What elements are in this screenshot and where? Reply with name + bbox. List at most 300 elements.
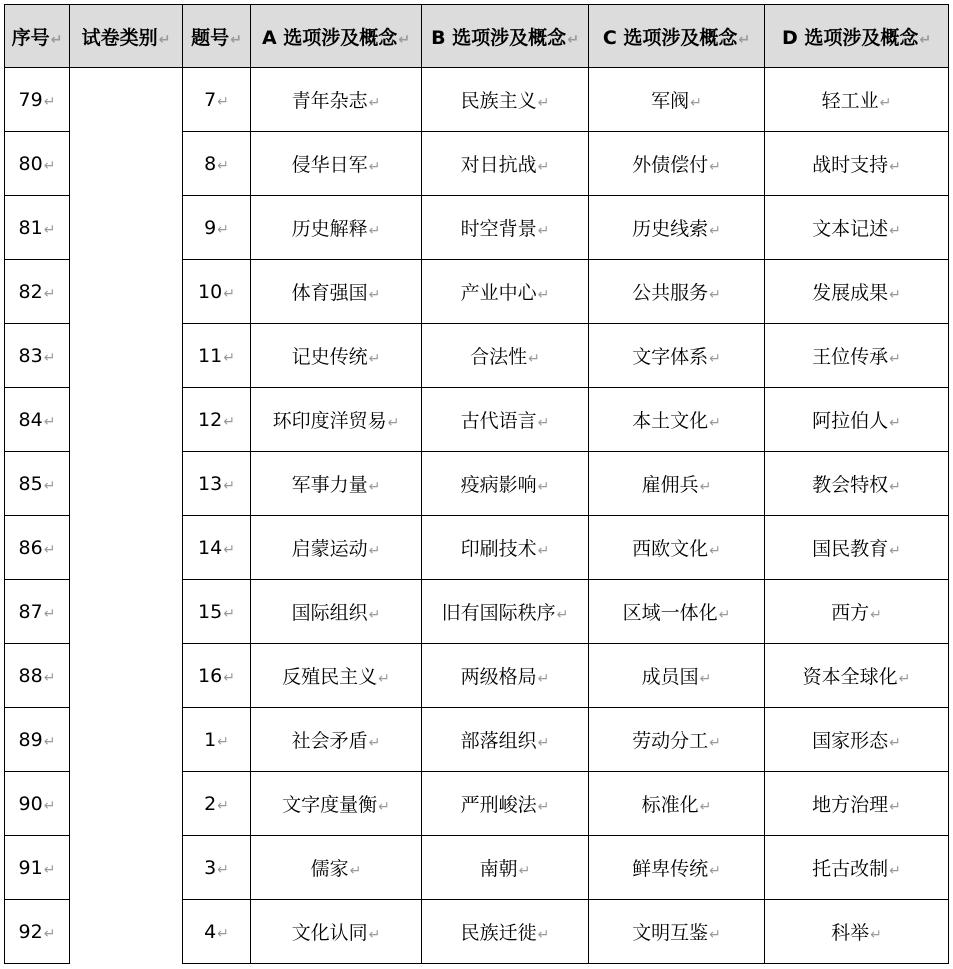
cell-text: 科举 xyxy=(831,922,870,944)
header-cell xyxy=(251,5,422,68)
paragraph-mark-icon: ↵ xyxy=(387,415,400,431)
paragraph-mark-icon: ↵ xyxy=(889,863,901,879)
paragraph-mark-icon: ↵ xyxy=(223,541,235,558)
paragraph-mark-icon: ↵ xyxy=(537,287,550,303)
paragraph-mark-icon: ↵ xyxy=(217,157,229,174)
cell-text: B 选项涉及概念 xyxy=(431,26,567,49)
option-b-cell xyxy=(422,772,589,836)
cell-text: 历史线索 xyxy=(632,218,709,240)
seq-cell xyxy=(5,388,70,452)
question-number-cell xyxy=(183,132,251,196)
paragraph-mark-icon: ↵ xyxy=(398,31,411,48)
cell-text: 西欧文化 xyxy=(632,538,709,560)
cell-text: 84 xyxy=(18,408,43,431)
header-cell xyxy=(5,5,70,68)
cell-text: 合法性 xyxy=(470,346,528,368)
category-cell xyxy=(70,260,183,324)
option-b-cell xyxy=(422,68,589,132)
category-cell xyxy=(70,516,183,580)
paragraph-mark-icon: ↵ xyxy=(567,31,579,48)
cell-text: 成员国 xyxy=(641,666,699,688)
table-row xyxy=(5,68,949,132)
question-number-cell xyxy=(183,644,251,708)
option-c-cell xyxy=(589,580,765,644)
option-d-cell xyxy=(765,196,949,260)
option-a-cell xyxy=(251,324,422,388)
paragraph-mark-icon: ↵ xyxy=(43,221,56,238)
question-number-cell xyxy=(183,452,251,516)
paragraph-mark-icon: ↵ xyxy=(699,671,712,687)
seq-cell xyxy=(5,644,70,708)
header-row xyxy=(5,5,949,68)
paragraph-mark-icon: ↵ xyxy=(43,605,56,622)
cell-text: 反殖民主义 xyxy=(282,666,378,688)
cell-text: 民族迁徙 xyxy=(460,922,537,944)
table-row xyxy=(5,708,949,772)
question-number-cell xyxy=(183,772,251,836)
paragraph-mark-icon: ↵ xyxy=(368,351,381,367)
paragraph-mark-icon: ↵ xyxy=(217,733,229,750)
paragraph-mark-icon: ↵ xyxy=(368,479,381,495)
seq-cell xyxy=(5,772,70,836)
table-row xyxy=(5,452,949,516)
paragraph-mark-icon: ↵ xyxy=(898,671,911,687)
cell-text: 15 xyxy=(198,600,223,623)
paragraph-mark-icon: ↵ xyxy=(919,31,932,48)
option-c-cell xyxy=(589,68,765,132)
category-cell xyxy=(70,68,183,132)
paragraph-mark-icon: ↵ xyxy=(43,349,56,366)
option-d-cell xyxy=(765,388,949,452)
table-row xyxy=(5,132,949,196)
cell-text: 85 xyxy=(18,472,43,495)
paragraph-mark-icon: ↵ xyxy=(217,797,229,814)
option-c-cell xyxy=(589,452,765,516)
paragraph-mark-icon: ↵ xyxy=(368,735,381,751)
option-a-cell xyxy=(251,708,422,772)
option-a-cell xyxy=(251,516,422,580)
seq-cell xyxy=(5,324,70,388)
paragraph-mark-icon: ↵ xyxy=(528,351,540,367)
option-c-cell xyxy=(589,900,765,964)
cell-text: 89 xyxy=(18,728,43,751)
cell-text: 82 xyxy=(18,280,43,303)
option-c-cell xyxy=(589,772,765,836)
paragraph-mark-icon: ↵ xyxy=(709,287,721,303)
question-number-cell xyxy=(183,324,251,388)
cell-text: 启蒙运动 xyxy=(291,538,368,560)
header-cell xyxy=(183,5,251,68)
paragraph-mark-icon: ↵ xyxy=(537,543,550,559)
cell-text: 旧有国际秩序 xyxy=(441,602,556,624)
option-a-cell xyxy=(251,196,422,260)
cell-text: 文明互鉴 xyxy=(632,922,709,944)
paragraph-mark-icon: ↵ xyxy=(537,95,550,111)
paragraph-mark-icon: ↵ xyxy=(349,863,362,879)
cell-text: 标准化 xyxy=(641,794,699,816)
paragraph-mark-icon: ↵ xyxy=(889,223,901,239)
cell-text: 国际组织 xyxy=(291,602,368,624)
header-cell xyxy=(589,5,765,68)
header-cell xyxy=(422,5,589,68)
table-row xyxy=(5,900,949,964)
paragraph-mark-icon: ↵ xyxy=(889,287,901,303)
cell-text: 对日抗战 xyxy=(460,154,537,176)
option-b-cell xyxy=(422,516,589,580)
cell-text: 严刑峻法 xyxy=(460,794,537,816)
paragraph-mark-icon: ↵ xyxy=(889,415,901,431)
option-b-cell xyxy=(422,388,589,452)
paragraph-mark-icon: ↵ xyxy=(556,607,569,623)
option-c-cell xyxy=(589,708,765,772)
table-row xyxy=(5,516,949,580)
paragraph-mark-icon: ↵ xyxy=(368,95,381,111)
cell-text: 83 xyxy=(18,344,43,367)
cell-text: 环印度洋贸易 xyxy=(272,410,387,432)
category-cell xyxy=(70,132,183,196)
seq-cell xyxy=(5,708,70,772)
option-d-cell xyxy=(765,132,949,196)
paragraph-mark-icon: ↵ xyxy=(43,477,56,494)
paragraph-mark-icon: ↵ xyxy=(537,415,550,431)
paragraph-mark-icon: ↵ xyxy=(43,541,56,558)
cell-text: 91 xyxy=(18,856,43,879)
question-number-cell xyxy=(183,836,251,900)
paragraph-mark-icon: ↵ xyxy=(158,31,171,48)
option-d-cell xyxy=(765,708,949,772)
option-c-cell xyxy=(589,132,765,196)
option-d-cell xyxy=(765,260,949,324)
cell-text: 王位传承 xyxy=(812,346,889,368)
paragraph-mark-icon: ↵ xyxy=(738,31,751,48)
paragraph-mark-icon: ↵ xyxy=(889,159,901,175)
paragraph-mark-icon: ↵ xyxy=(709,735,721,751)
option-b-cell xyxy=(422,196,589,260)
table-row xyxy=(5,580,949,644)
paragraph-mark-icon: ↵ xyxy=(43,861,56,878)
paragraph-mark-icon: ↵ xyxy=(709,351,721,367)
paragraph-mark-icon: ↵ xyxy=(889,735,901,751)
category-cell xyxy=(70,772,183,836)
paragraph-mark-icon: ↵ xyxy=(699,799,712,815)
seq-cell xyxy=(5,260,70,324)
cell-text: 部落组织 xyxy=(460,730,537,752)
option-d-cell xyxy=(765,324,949,388)
paragraph-mark-icon: ↵ xyxy=(223,285,235,302)
option-c-cell xyxy=(589,388,765,452)
option-c-cell xyxy=(589,324,765,388)
header-cell xyxy=(70,5,183,68)
cell-text: 资本全球化 xyxy=(802,666,898,688)
option-a-cell xyxy=(251,388,422,452)
option-b-cell xyxy=(422,580,589,644)
seq-cell xyxy=(5,516,70,580)
category-cell xyxy=(70,708,183,772)
paragraph-mark-icon: ↵ xyxy=(889,543,901,559)
paragraph-mark-icon: ↵ xyxy=(217,221,229,238)
cell-text: 88 xyxy=(18,664,43,687)
cell-text: 序号 xyxy=(11,26,50,49)
cell-text: 外债偿付 xyxy=(632,154,709,176)
option-d-cell xyxy=(765,452,949,516)
cell-text: 印刷技术 xyxy=(460,538,537,560)
table-row xyxy=(5,324,949,388)
cell-text: 军阀 xyxy=(651,90,690,112)
category-cell xyxy=(70,580,183,644)
cell-text: 产业中心 xyxy=(460,282,537,304)
option-d-cell xyxy=(765,580,949,644)
cell-text: 劳动分工 xyxy=(632,730,709,752)
option-a-cell xyxy=(251,580,422,644)
paragraph-mark-icon: ↵ xyxy=(223,605,235,622)
option-c-cell xyxy=(589,836,765,900)
paragraph-mark-icon: ↵ xyxy=(230,31,242,48)
paragraph-mark-icon: ↵ xyxy=(537,927,550,943)
option-a-cell xyxy=(251,900,422,964)
option-c-cell xyxy=(589,644,765,708)
cell-text: 侵华日军 xyxy=(291,154,368,176)
question-number-cell xyxy=(183,516,251,580)
cell-text: 文本记述 xyxy=(812,218,889,240)
seq-cell xyxy=(5,836,70,900)
cell-text: 区域一体化 xyxy=(622,602,718,624)
question-number-cell xyxy=(183,196,251,260)
paragraph-mark-icon: ↵ xyxy=(709,159,721,175)
question-number-cell xyxy=(183,580,251,644)
cell-text: 87 xyxy=(18,600,43,623)
cell-text: 试卷类别 xyxy=(81,26,158,49)
option-b-cell xyxy=(422,132,589,196)
cell-text: 9 xyxy=(204,216,217,239)
cell-text: 雇佣兵 xyxy=(641,474,699,496)
seq-cell xyxy=(5,900,70,964)
category-cell xyxy=(70,900,183,964)
option-d-cell xyxy=(765,68,949,132)
cell-text: 托古改制 xyxy=(812,858,889,880)
paragraph-mark-icon: ↵ xyxy=(43,93,56,110)
cell-text: 8 xyxy=(204,152,217,175)
cell-text: 国家形态 xyxy=(812,730,889,752)
seq-cell xyxy=(5,452,70,516)
cell-text: 战时支持 xyxy=(812,154,889,176)
paragraph-mark-icon: ↵ xyxy=(709,863,721,879)
cell-text: 阿拉伯人 xyxy=(812,410,889,432)
paragraph-mark-icon: ↵ xyxy=(518,863,531,879)
cell-text: 12 xyxy=(198,408,223,431)
category-cell xyxy=(70,644,183,708)
cell-text: 文字度量衡 xyxy=(282,794,378,816)
option-b-cell xyxy=(422,324,589,388)
option-a-cell xyxy=(251,836,422,900)
paragraph-mark-icon: ↵ xyxy=(223,477,235,494)
paragraph-mark-icon: ↵ xyxy=(879,95,892,111)
paragraph-mark-icon: ↵ xyxy=(870,607,882,623)
option-a-cell xyxy=(251,260,422,324)
cell-text: 86 xyxy=(18,536,43,559)
cell-text: 81 xyxy=(18,216,43,239)
cell-text: 疫病影响 xyxy=(460,474,537,496)
question-number-cell xyxy=(183,708,251,772)
option-b-cell xyxy=(422,900,589,964)
table-row xyxy=(5,644,949,708)
cell-text: 鲜卑传统 xyxy=(632,858,709,880)
cell-text: 文字体系 xyxy=(632,346,709,368)
cell-text: 地方治理 xyxy=(812,794,889,816)
cell-text: 2 xyxy=(204,792,217,815)
option-d-cell xyxy=(765,772,949,836)
paragraph-mark-icon: ↵ xyxy=(889,479,901,495)
concept-table xyxy=(4,4,949,964)
cell-text: 青年杂志 xyxy=(291,90,368,112)
option-b-cell xyxy=(422,260,589,324)
question-number-cell xyxy=(183,900,251,964)
cell-text: 4 xyxy=(204,920,217,943)
cell-text: 7 xyxy=(204,88,217,111)
option-c-cell xyxy=(589,196,765,260)
cell-text: 古代语言 xyxy=(460,410,537,432)
cell-text: 军事力量 xyxy=(291,474,368,496)
paragraph-mark-icon: ↵ xyxy=(709,927,721,943)
paragraph-mark-icon: ↵ xyxy=(699,479,712,495)
paragraph-mark-icon: ↵ xyxy=(709,415,721,431)
option-d-cell xyxy=(765,644,949,708)
cell-text: 轻工业 xyxy=(821,90,879,112)
category-cell xyxy=(70,196,183,260)
option-a-cell xyxy=(251,452,422,516)
question-number-cell xyxy=(183,68,251,132)
paragraph-mark-icon: ↵ xyxy=(368,607,381,623)
paragraph-mark-icon: ↵ xyxy=(368,287,381,303)
paragraph-mark-icon: ↵ xyxy=(223,669,235,686)
cell-text: 民族主义 xyxy=(460,90,537,112)
category-cell xyxy=(70,452,183,516)
option-b-cell xyxy=(422,708,589,772)
paragraph-mark-icon: ↵ xyxy=(43,797,56,814)
cell-text: 13 xyxy=(198,472,223,495)
option-a-cell xyxy=(251,644,422,708)
paragraph-mark-icon: ↵ xyxy=(690,95,702,111)
paragraph-mark-icon: ↵ xyxy=(223,413,235,430)
paragraph-mark-icon: ↵ xyxy=(537,223,550,239)
paragraph-mark-icon: ↵ xyxy=(43,285,56,302)
option-a-cell xyxy=(251,68,422,132)
paragraph-mark-icon: ↵ xyxy=(368,927,381,943)
cell-text: 90 xyxy=(18,792,43,815)
cell-text: D 选项涉及概念 xyxy=(781,26,919,49)
paragraph-mark-icon: ↵ xyxy=(50,31,63,48)
cell-text: 10 xyxy=(198,280,223,303)
cell-text: 历史解释 xyxy=(291,218,368,240)
paragraph-mark-icon: ↵ xyxy=(217,93,229,110)
paragraph-mark-icon: ↵ xyxy=(537,671,550,687)
cell-text: 本土文化 xyxy=(632,410,709,432)
cell-text: C 选项涉及概念 xyxy=(602,26,738,49)
cell-text: 11 xyxy=(198,344,223,367)
cell-text: 教会特权 xyxy=(812,474,889,496)
paragraph-mark-icon: ↵ xyxy=(378,799,390,815)
cell-text: 社会矛盾 xyxy=(291,730,368,752)
paragraph-mark-icon: ↵ xyxy=(223,349,235,366)
paragraph-mark-icon: ↵ xyxy=(889,799,901,815)
option-d-cell xyxy=(765,836,949,900)
option-a-cell xyxy=(251,772,422,836)
category-cell xyxy=(70,836,183,900)
paragraph-mark-icon: ↵ xyxy=(217,861,229,878)
paragraph-mark-icon: ↵ xyxy=(537,735,550,751)
cell-text: 文化认同 xyxy=(291,922,368,944)
category-cell xyxy=(70,324,183,388)
paragraph-mark-icon: ↵ xyxy=(43,925,56,942)
option-d-cell xyxy=(765,900,949,964)
cell-text: 80 xyxy=(18,152,43,175)
seq-cell xyxy=(5,580,70,644)
paragraph-mark-icon: ↵ xyxy=(368,543,381,559)
paragraph-mark-icon: ↵ xyxy=(368,223,381,239)
paragraph-mark-icon: ↵ xyxy=(43,413,56,430)
paragraph-mark-icon: ↵ xyxy=(709,223,721,239)
paragraph-mark-icon: ↵ xyxy=(718,607,731,623)
paragraph-mark-icon: ↵ xyxy=(43,733,56,750)
paragraph-mark-icon: ↵ xyxy=(43,669,56,686)
cell-text: 79 xyxy=(18,88,43,111)
seq-cell xyxy=(5,68,70,132)
table-row xyxy=(5,196,949,260)
cell-text: 儒家 xyxy=(310,858,349,880)
cell-text: 南朝 xyxy=(479,858,518,880)
seq-cell xyxy=(5,132,70,196)
table-row xyxy=(5,260,949,324)
cell-text: 国民教育 xyxy=(812,538,889,560)
cell-text: 记史传统 xyxy=(291,346,368,368)
option-c-cell xyxy=(589,260,765,324)
seq-cell xyxy=(5,196,70,260)
paragraph-mark-icon: ↵ xyxy=(378,671,390,687)
cell-text: A 选项涉及概念 xyxy=(261,26,398,49)
cell-text: 1 xyxy=(204,728,217,751)
paragraph-mark-icon: ↵ xyxy=(870,927,882,943)
table-row xyxy=(5,772,949,836)
paragraph-mark-icon: ↵ xyxy=(537,479,550,495)
header-cell xyxy=(765,5,949,68)
category-cell xyxy=(70,388,183,452)
table-row xyxy=(5,388,949,452)
cell-text: 3 xyxy=(204,856,217,879)
paragraph-mark-icon: ↵ xyxy=(537,159,550,175)
paragraph-mark-icon: ↵ xyxy=(709,543,721,559)
cell-text: 西方 xyxy=(831,602,870,624)
paragraph-mark-icon: ↵ xyxy=(368,159,381,175)
cell-text: 发展成果 xyxy=(812,282,889,304)
paragraph-mark-icon: ↵ xyxy=(889,351,901,367)
table-row xyxy=(5,836,949,900)
cell-text: 题号 xyxy=(191,26,230,49)
question-number-cell xyxy=(183,388,251,452)
cell-text: 两级格局 xyxy=(460,666,537,688)
option-b-cell xyxy=(422,644,589,708)
option-b-cell xyxy=(422,836,589,900)
cell-text: 时空背景 xyxy=(460,218,537,240)
cell-text: 体育强国 xyxy=(291,282,368,304)
paragraph-mark-icon: ↵ xyxy=(537,799,550,815)
option-d-cell xyxy=(765,516,949,580)
cell-text: 92 xyxy=(18,920,43,943)
cell-text: 14 xyxy=(198,536,223,559)
cell-text: 公共服务 xyxy=(632,282,709,304)
paragraph-mark-icon: ↵ xyxy=(217,925,229,942)
option-c-cell xyxy=(589,516,765,580)
question-number-cell xyxy=(183,260,251,324)
option-b-cell xyxy=(422,452,589,516)
